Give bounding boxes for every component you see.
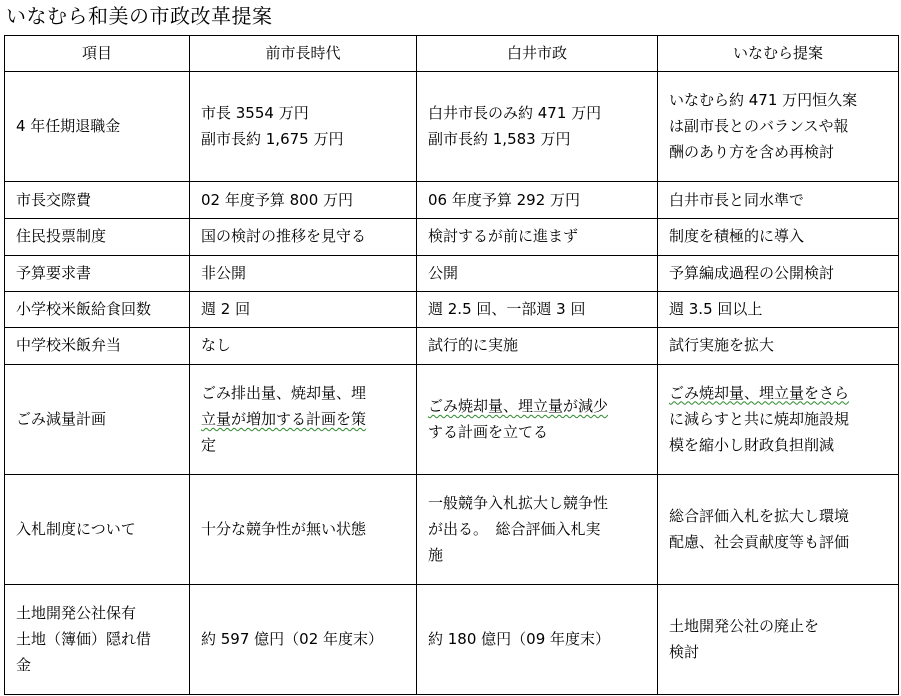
previous-mayor-cell: 非公開 [190,255,417,291]
header-previous-mayor: 前市長時代 [190,36,417,72]
table-row [5,219,899,255]
item-cell [5,585,190,695]
shirai-cell [417,365,658,475]
shirai-cell: 試行的に実施 [417,328,658,365]
shirai-cell: 検討するが前に進まず [417,219,658,255]
proposal-cell [658,585,899,695]
cell-line: 立量が増加する計画を策 [201,409,367,428]
reform-comparison-table [4,35,899,695]
previous-mayor-cell: 国の検討の推移を見守る [190,219,417,255]
previous-mayor-cell: 約 597 億円（02 年度末） [190,585,417,695]
table-row [5,365,899,475]
previous-mayor-cell [190,72,417,182]
shirai-cell: 06 年度予算 292 万円 [417,182,658,219]
cell-line: 土地（簿価）隠れ借 [16,629,152,648]
proposal-cell: 週 3.5 回以上 [658,291,899,327]
table-row [5,182,899,219]
cell-line: 副市長約 1,675 万円 [201,130,344,149]
cell-line: に減らすと共に焼却施設規 [669,409,850,428]
shirai-cell: 約 180 億円（09 年度末） [417,585,658,695]
table-row [5,291,899,327]
header-shirai-administration: 白井市政 [417,36,658,72]
item-cell: 住民投票制度 [5,219,190,255]
cell-line: 模を縮小し財政負担削減 [669,436,835,455]
cell-line: 一般競争入札拡大し競争性 [428,493,609,512]
cell-line: 金 [16,656,32,675]
previous-mayor-cell: 週 2 回 [190,291,417,327]
table-row [5,328,899,365]
cell-line: 検討 [669,643,700,661]
proposal-cell: 制度を積極的に導入 [658,219,899,255]
cell-line: ごみ排出量、焼却量、埋 [201,383,367,402]
previous-mayor-cell: 十分な競争性が無い状態 [190,475,417,585]
proposal-cell [658,365,899,475]
page-title: いなむら和美の市政改革提案 [6,4,273,28]
table-row [5,255,899,291]
header-inamura-proposal: いなむら提案 [658,36,899,72]
cell-line: 総合評価入札を拡大し環境 [669,506,850,525]
cell-line: 副市長約 1,583 万円 [428,130,571,149]
shirai-cell: 週 2.5 回、一部週 3 回 [417,291,658,327]
previous-mayor-cell: 02 年度予算 800 万円 [190,182,417,219]
item-cell: 中学校米飯弁当 [5,328,190,365]
table-row [5,72,899,182]
header-item: 項目 [5,36,190,72]
cell-line: 配慮、社会貢献度等も評価 [669,533,850,551]
cell-line: 土地開発公社の廃止を [669,616,820,635]
cell-line: は副市長とのバランスや報 [669,117,849,136]
item-cell: 市長交際費 [5,182,190,219]
proposal-cell: 白井市長と同水準で [658,182,899,219]
cell-line: が出る。 総合評価入札実 [428,519,601,538]
cell-line: ごみ焼却量、埋立量をさら [669,383,850,402]
item-cell: 4 年任期退職金 [5,72,190,182]
shirai-cell [417,72,658,182]
cell-line: 施 [428,546,444,565]
table-row [5,475,899,585]
item-cell: ごみ減量計画 [5,365,190,475]
cell-line: する計画を立てる [428,423,549,441]
header-row [5,36,899,72]
cell-line: 土地開発公社保有 [16,603,137,622]
proposal-cell [658,72,899,182]
cell-line: 酬のあり方を含め再検討 [669,143,835,162]
proposal-cell: 予算編成過程の公開検討 [658,255,899,291]
cell-line: ごみ焼却量、埋立量が減少 [428,396,609,415]
item-cell: 入札制度について [5,475,190,585]
proposal-cell: 試行実施を拡大 [658,328,899,365]
shirai-cell [417,475,658,585]
cell-line: 市長 3554 万円 [201,104,309,122]
shirai-cell: 公開 [417,255,658,291]
proposal-cell [658,475,899,585]
cell-line: いなむら約 471 万円恒久案 [669,90,858,109]
cell-line: 白井市長のみ約 471 万円 [428,104,602,122]
item-cell: 予算要求書 [5,255,190,291]
cell-line: 定 [201,436,217,455]
item-cell: 小学校米飯給食回数 [5,291,190,327]
table-row [5,585,899,695]
previous-mayor-cell: なし [190,328,417,365]
previous-mayor-cell [190,365,417,475]
